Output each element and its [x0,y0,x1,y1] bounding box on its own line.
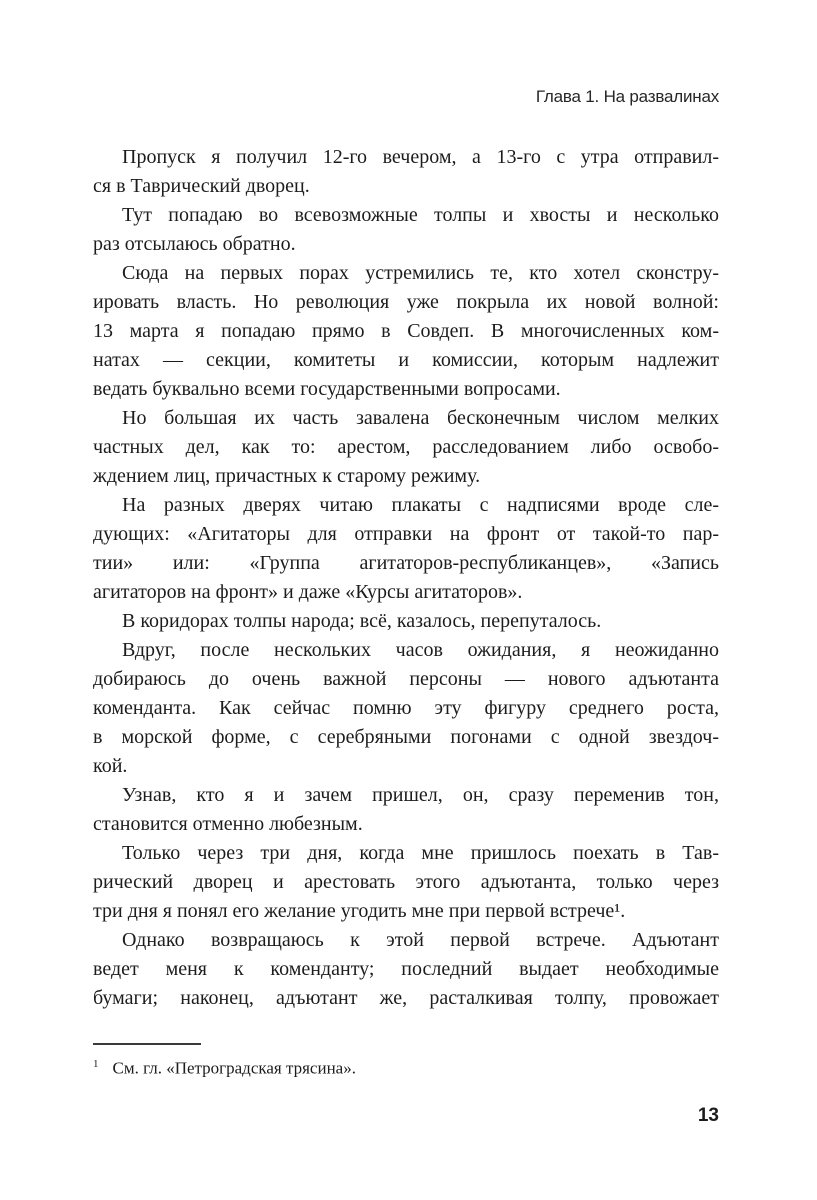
body-line: частных дел, как то: арестом, расследованием либо освобо- [93,436,719,458]
footnote-marker: 1 [93,1058,99,1070]
footnote-text: См. гл. «Петроградская трясина». [112,1058,356,1078]
body-line: 13 марта я попадаю прямо в Совдеп. В многочисленных ком- [93,320,719,342]
body-line: Пропуск я получил 12-го вечером, а 13-го с утра отправил- [122,146,719,168]
body-line: Но большая их часть завалена бесконечным числом мелких [122,407,719,429]
footnote-divider [93,1043,201,1045]
body-line: становится отменно любезным. [93,813,363,835]
body-line: ведет меня к коменданту; последний выдает необходимые [93,958,719,980]
body-line: Сюда на первых порах устремились те, кто хотел сконстру- [122,262,719,284]
body-line: В коридорах толпы народа; всё, казалось, перепуталось. [122,610,602,632]
footnote [93,1053,719,1080]
body-line: Тут попадаю во всевозможные толпы и хвосты и несколько [122,204,719,226]
body-line: ждением лиц, причастных к старому режиму. [93,465,481,487]
body-line: добираюсь до очень важной персоны — нового адъютанта [93,668,719,690]
body-line: ведать буквально всеми государственными вопросами. [93,378,561,400]
body-line: Узнав, кто я и зачем пришел, он, сразу переменив тон, [122,784,719,806]
body-line: агитаторов на фронт» и даже «Курсы агитаторов». [93,581,523,603]
body-text [93,143,719,1013]
body-line: кой. [93,755,128,777]
body-line: в морской форме, с серебряными погонами с одной звездоч- [93,726,719,748]
body-line: рический дворец и арестовать этого адъютанта, только через [93,871,719,893]
body-line: ся в Таврический дворец. [93,175,310,197]
body-line: Вдруг, после нескольких часов ожидания, я неожиданно [122,639,719,661]
body-line: бумаги; наконец, адъютант же, расталкивая толпу, провожает [93,987,719,1009]
body-line: Однако возвращаюсь к этой первой встрече. Адъютант [122,929,719,951]
page-number: 13 [697,1105,719,1126]
body-line: три дня я понял его желание угодить мне при первой встрече¹. [93,900,626,922]
body-line: дующих: «Агитаторы для отправки на фронт от такой-то пар- [93,523,719,545]
body-line: ировать власть. Но революция уже покрыла их новой волной: [93,291,719,313]
body-line: Только через три дня, когда мне пришлось поехать в Тав- [122,842,719,864]
body-line: На разных дверях читаю плакаты с надписями вроде сле- [122,494,719,516]
body-line: коменданта. Как сейчас помню эту фигуру среднего роста, [93,697,719,719]
running-head: Глава 1. На развалинах [535,87,719,106]
body-line: раз отсылаюсь обратно. [93,233,296,255]
body-line: тии» или: «Группа агитаторов-республиканцев», «Запись [93,552,719,574]
body-line: натах — секции, комитеты и комиссии, которым надлежит [93,349,719,371]
